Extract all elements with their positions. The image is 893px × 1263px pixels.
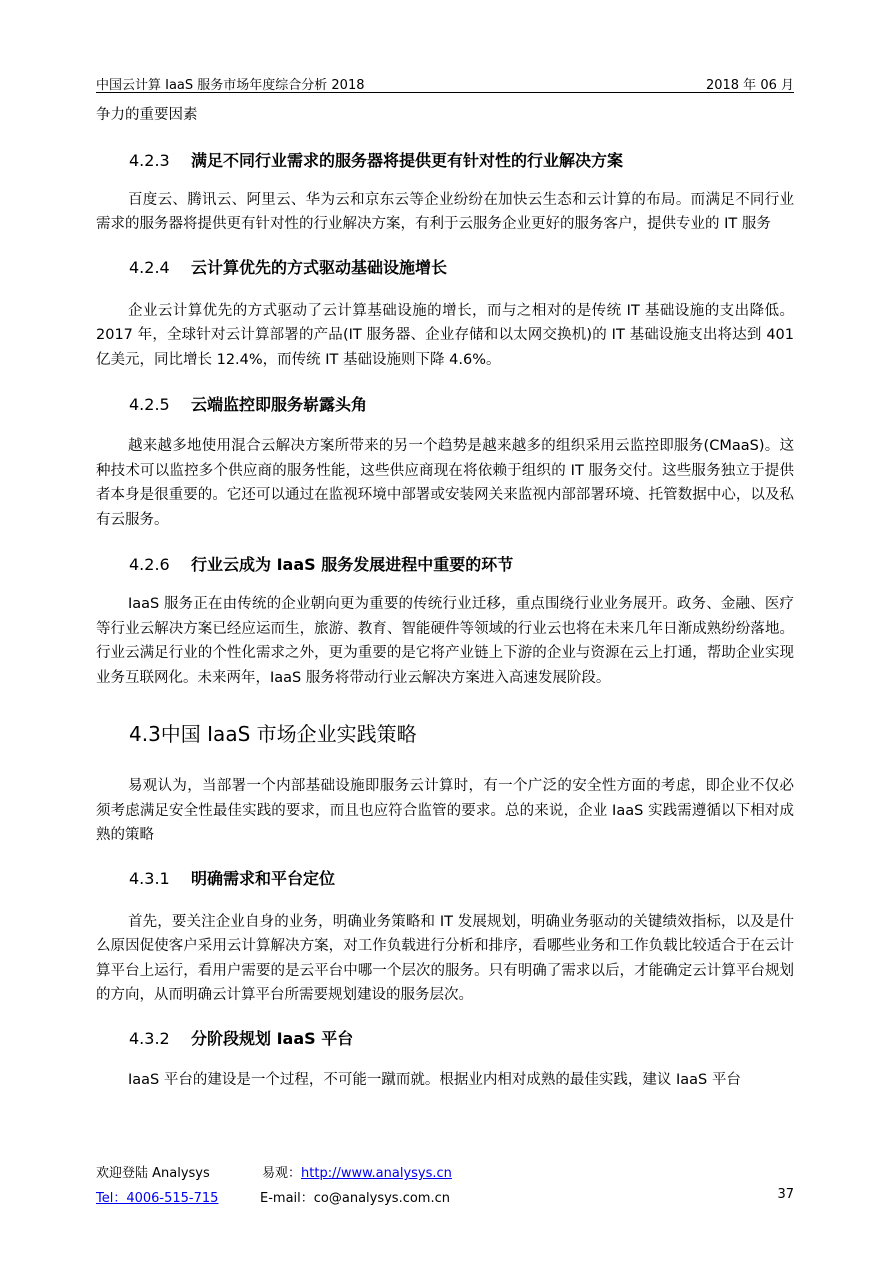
heading-4-3-1 bbox=[96, 868, 794, 890]
footer-welcome: 欢迎登陆 Analysys bbox=[96, 1166, 210, 1181]
heading-text: 云计算优先的方式驱动基础设施增长 bbox=[191, 257, 448, 277]
footer-site bbox=[262, 1162, 452, 1181]
heading-number: 4.3.2 bbox=[129, 1028, 170, 1048]
footer-site-link[interactable]: http://www.analysys.cn bbox=[301, 1166, 452, 1181]
heading-text: 行业云成为 IaaS 服务发展进程中重要的环节 bbox=[191, 555, 514, 574]
header-date: 2018 年 06 月 bbox=[705, 78, 794, 93]
page-content bbox=[96, 103, 794, 1092]
page-header bbox=[96, 72, 794, 93]
heading-4-2-6 bbox=[96, 554, 794, 576]
heading-number: 4.2.5 bbox=[129, 395, 170, 414]
paragraph-4-3-1: 首先，要关注企业自身的业务，明确业务策略和 IT 发展规划，明确业务驱动的关键绩效指标，以及是什么原因促使客户采用云计算解决方案，对工作负载进行分析和排序，看哪些业务和工作负载比较适合于在云计算平台上运行，看用户需要的是云平台中哪一个层次的服务。只有明确了需求以后，才能确定云计算平台规划的方向，从而明确云计算平台所需要规划建设的服务层次。 bbox=[96, 913, 794, 1003]
paragraph-4-2-3: 百度云、腾讯云、阿里云、华为云和京东云等企业纷纷在加快云生态和云计算的布局。而满足不同行业需求的服务器将提供更有针对性的行业解决方案，有利于云服务企业更好的服务客户，提供专业的 IT 服务 bbox=[96, 191, 794, 232]
footer-tel-link[interactable]: Tel：4006-515-715 bbox=[96, 1191, 219, 1206]
heading-text: 云端监控即服务崭露头角 bbox=[191, 395, 368, 414]
heading-number: 4.2.6 bbox=[129, 555, 170, 574]
heading-number: 4.2.4 bbox=[129, 257, 170, 277]
heading-4-3: 4.3中国 IaaS 市场企业实践策略 bbox=[129, 722, 417, 746]
paragraph-4-2-6: IaaS 服务正在由传统的企业朝向更为重要的传统行业迁移，重点围绕行业业务展开。政务、金融、医疗等行业云解决方案已经应运而生，旅游、教育、智能硬件等领域的行业云也将在未来几年日渐成熟纷纷落地。行业云满足行业的个性化需求之外，更为重要的是它将产业链上下游的企业与资源在云上打通，帮助企业实现业务互联网化。未来两年，IaaS 服务将带动行业云解决方案进入高速发展阶段。 bbox=[96, 596, 794, 686]
page-number: 37 bbox=[777, 1187, 794, 1202]
paragraph-4-3: 易观认为，当部署一个内部基础设施即服务云计算时，有一个广泛的安全性方面的考虑，即企业不仅必须考虑满足安全性最佳实践的要求，而且也应符合监管的要求。总的来说，企业 IaaS 实践需遵循以下相对成熟的策略 bbox=[96, 778, 794, 843]
heading-text: 满足不同行业需求的服务器将提供更有针对性的行业解决方案 bbox=[191, 150, 624, 170]
heading-number: 4.2.3 bbox=[129, 150, 170, 170]
footer-site-label: 易观： bbox=[262, 1166, 302, 1181]
heading-4-2-5 bbox=[96, 394, 794, 416]
heading-4-3-2 bbox=[96, 1028, 794, 1050]
paragraph-4-2-4: 企业云计算优先的方式驱动了云计算基础设施的增长，而与之相对的是传统 IT 基础设施的支出降低。2017 年，全球针对云计算部署的产品(IT 服务器、企业存储和以太网交换机)的 IT 基础设施支出将达到 401 亿美元，同比增长 12.4%，而传统 IT 基础设施则下降 4.6%。 bbox=[96, 302, 794, 368]
header-title: 中国云计算 IaaS 服务市场年度综合分析 2018 bbox=[96, 78, 365, 93]
heading-text: 分阶段规划 IaaS 平台 bbox=[191, 1028, 354, 1048]
heading-4-2-4 bbox=[96, 257, 794, 279]
heading-number: 4.3.1 bbox=[129, 868, 170, 888]
paragraph-4-2-5: 越来越多地使用混合云解决方案所带来的另一个趋势是越来越多的组织采用云监控即服务(CMaaS)。这种技术可以监控多个供应商的服务性能，这些供应商现在将依赖于组织的 IT 服务交付。这些服务独立于提供者本身是很重要的。它还可以通过在监视环境中部署或安装网关来监视内部部署环境、托管数据中心，以及私有云服务。 bbox=[96, 438, 794, 528]
heading-4-2-3 bbox=[96, 150, 794, 172]
heading-text: 明确需求和平台定位 bbox=[191, 868, 336, 888]
footer-email: E-mail：co@analysys.com.cn bbox=[260, 1191, 450, 1206]
paragraph-continuation: 争力的重要因素 bbox=[96, 107, 198, 123]
paragraph-4-3-2: IaaS 平台的建设是一个过程，不可能一蹴而就。根据业内相对成熟的最佳实践，建议 IaaS 平台 bbox=[128, 1071, 741, 1088]
